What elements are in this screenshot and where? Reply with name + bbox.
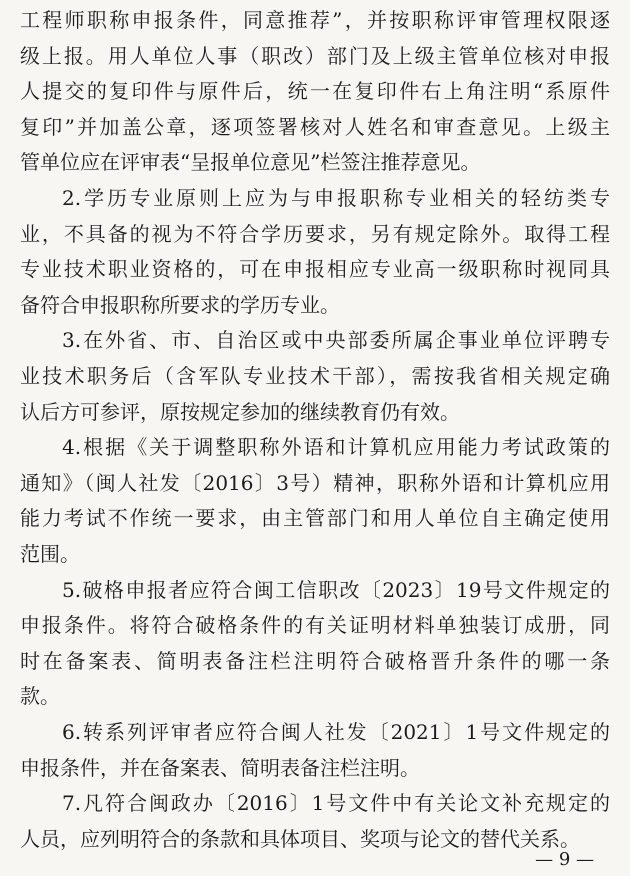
paragraph-first-line: 2.学历专业原则上应为与申报职称专业相关的轻纺类专 <box>62 186 610 210</box>
page-number: — 9 — <box>535 849 594 870</box>
text-line: 备符合申报职称所要求的学历专业。 <box>20 292 340 317</box>
text-line: 业技术职务后（含军队专业技术干部），需按我省相关规定确 <box>20 364 610 388</box>
text-line: 能力考试不作统一要求，由主管部门和用人单位自主确定使用 <box>20 506 610 531</box>
text-line: 时在备案表、简明表备注栏注明符合破格晋升条件的哪一条 <box>20 648 610 673</box>
text-line: 人员，应列明符合的条款和具体项目、奖项与论文的替代关系。 <box>20 826 580 851</box>
paragraph-first-line: 6.转系列评审者应符合闽人社发〔2021〕1号文件规定的 <box>62 720 610 744</box>
text-line: 业，不具备的视为不符合学历要求，另有规定除外。取得工程 <box>20 221 610 246</box>
text-line: 款。 <box>20 684 60 709</box>
paragraph-first-line: 4.根据《关于调整职称外语和计算机应用能力考试政策的 <box>62 435 610 460</box>
text-line: 管单位应在评审表“呈报单位意见”栏签注推荐意见。 <box>20 150 481 175</box>
text-line: 申报条件，并在备案表、简明表备注栏注明。 <box>20 755 420 780</box>
text-line: 工程师职称申报条件，同意推荐”，并按职称评审管理权限逐 <box>20 8 610 32</box>
paragraph-first-line: 5.破格申报者应符合闽工信职改〔2023〕19号文件规定的 <box>62 577 610 602</box>
text-line: 范围。 <box>20 542 80 566</box>
paragraph-first-line: 3.在外省、市、自治区或中央部委所属企事业单位评聘专 <box>62 328 610 353</box>
text-line: 申报条件。将符合破格条件的有关证明材料单独装订成册，同 <box>20 613 610 638</box>
text-line: 通知》（闽人社发〔2016〕3号）精神，职称外语和计算机应用 <box>20 470 610 495</box>
text-line: 级上报。用人单位人事（职改）部门及上级主管单位核对申报 <box>20 43 610 68</box>
text-line: 专业技术职业资格的，可在申报相应专业高一级职称时视同具 <box>20 257 610 282</box>
paragraph-first-line: 7.凡符合闽政办〔2016〕1号文件中有关论文补充规定的 <box>62 791 610 816</box>
text-line: 复印”并加盖公章，逐项签署核对人姓名和审查意见。上级主 <box>20 114 610 139</box>
text-line: 人提交的复印件与原件后，统一在复印件右上角注明“系原件 <box>20 79 610 104</box>
text-line: 认后方可参评，原按规定参加的继续教育仍有效。 <box>20 399 460 424</box>
